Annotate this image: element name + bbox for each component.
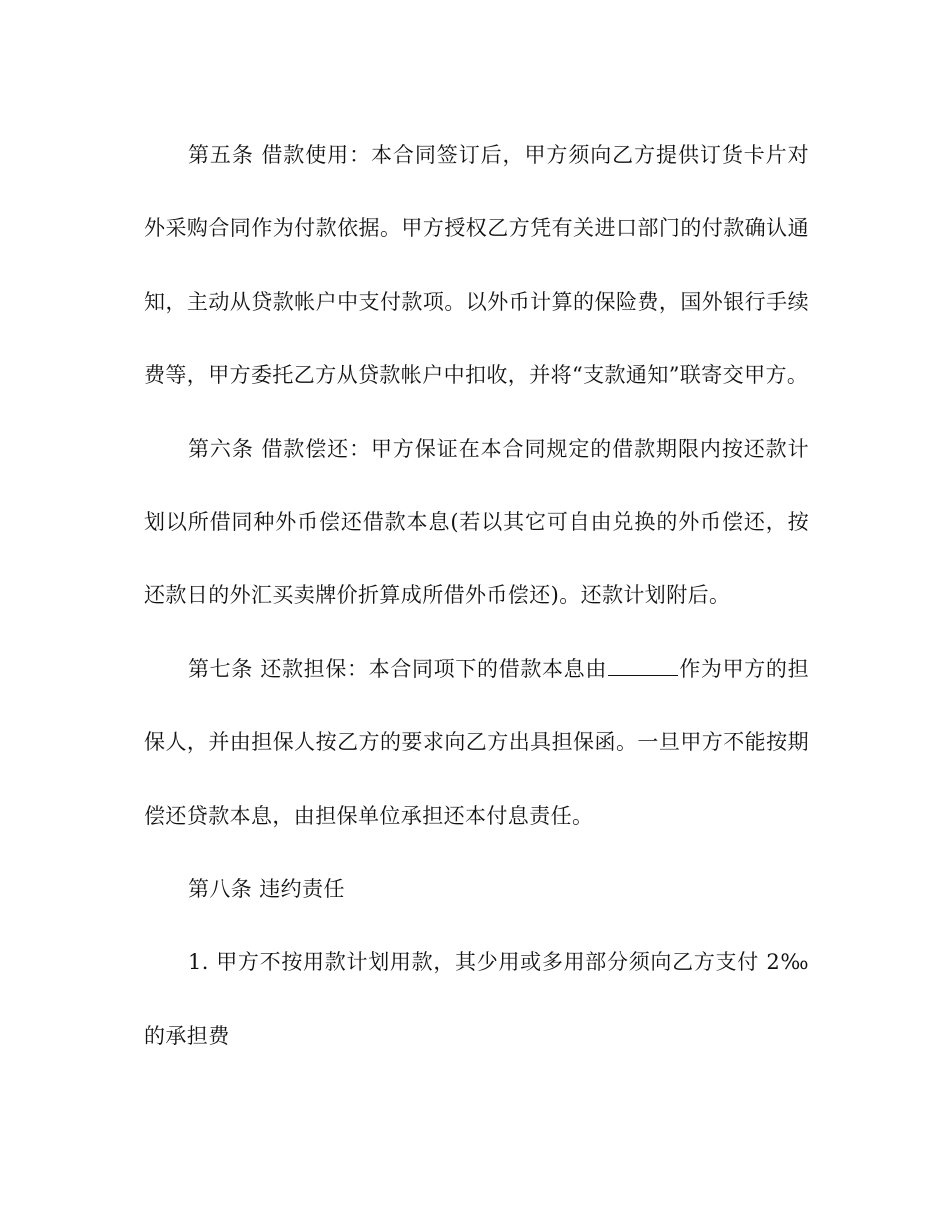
article-8-item-1: 1. 甲方不按用款计划用款，其少用或多用部分须向乙方支付 2‰ 的承担费 xyxy=(144,950,809,1048)
article-7-text-start: 第七条 还款担保：本合同项下的借款本息由 xyxy=(188,656,607,681)
document-body xyxy=(144,119,809,1073)
guarantor-blank-line xyxy=(608,652,678,676)
article-7-text-end: 作为甲方的担保人，并由担保人按乙方的要求向乙方出具担保函。一旦甲方不能按期偿还贷款本息，由担保单位承担还本付息责任。 xyxy=(144,656,809,828)
article-8-heading: 第八条 违约责任 xyxy=(188,877,345,902)
article-5-paragraph: 第五条 借款使用：本合同签订后，甲方须向乙方提供订货卡片对外采购合同作为付款依据。甲方授权乙方凭有关进口部门的付款确认通知，主动从贷款帐户中支付款项。以外币计算的保险费，国外银行手续费等，甲方委托乙方从贷款帐户中扣收，并将“支款通知”联寄交甲方。 xyxy=(144,143,809,388)
article-6-paragraph: 第六条 借款偿还：甲方保证在本合同规定的借款期限内按还款计划以所借同种外币偿还借款本息(若以其它可自由兑换的外币偿还，按还款日的外汇买卖牌价折算成所借外币偿还)。还款计划附后。 xyxy=(144,436,809,608)
article-7-paragraph xyxy=(144,633,809,853)
